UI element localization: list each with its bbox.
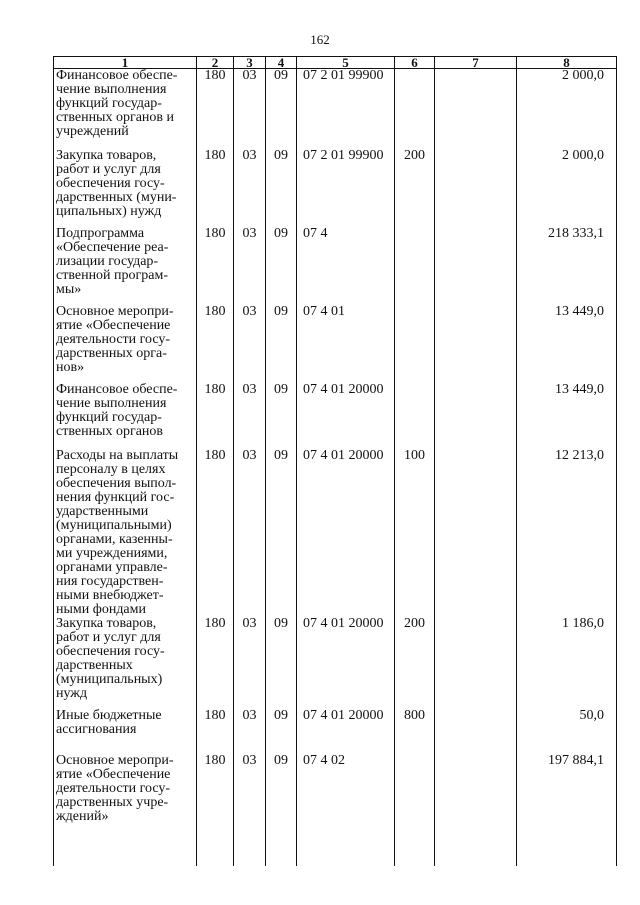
cell-col8: 13 449,0 xyxy=(517,383,617,449)
cell-col8: 13 449,0 xyxy=(517,305,617,383)
cell-col7 xyxy=(435,617,517,709)
cell-col7 xyxy=(435,305,517,383)
cell-col4: 09 xyxy=(266,754,297,866)
cell-col8: 2 000,0 xyxy=(517,149,617,227)
cell-col2: 180 xyxy=(197,149,234,227)
table-row xyxy=(54,617,617,709)
cell-col3: 03 xyxy=(234,709,266,754)
cell-col2: 180 xyxy=(197,709,234,754)
cell-col2: 180 xyxy=(197,449,234,617)
cell-col6 xyxy=(395,305,435,383)
budget-table xyxy=(53,56,617,866)
cell-col7 xyxy=(435,149,517,227)
cell-col2: 180 xyxy=(197,754,234,866)
cell-col8: 2 000,0 xyxy=(517,69,617,149)
cell-col4: 09 xyxy=(266,69,297,149)
cell-col2: 180 xyxy=(197,383,234,449)
cell-col3: 03 xyxy=(234,754,266,866)
table-row xyxy=(54,383,617,449)
cell-col5: 07 4 01 20000 xyxy=(297,449,395,617)
cell-name: Подпрограмма «Обеспечение реа- лизации государ- ственной програм- мы» xyxy=(54,227,197,305)
col-header-2: 2 xyxy=(197,57,234,69)
table-row xyxy=(54,305,617,383)
cell-col8: 197 884,1 xyxy=(517,754,617,866)
cell-col5: 07 4 01 20000 xyxy=(297,709,395,754)
cell-col3: 03 xyxy=(234,449,266,617)
cell-col7 xyxy=(435,227,517,305)
cell-col3: 03 xyxy=(234,383,266,449)
cell-name: Основное меропри- ятие «Обеспечение деятельности госу- дарственных орга- нов» xyxy=(54,305,197,383)
cell-col7 xyxy=(435,754,517,866)
cell-col8: 50,0 xyxy=(517,709,617,754)
cell-name: Иные бюджетные ассигнования xyxy=(54,709,197,754)
col-header-1: 1 xyxy=(54,57,197,69)
cell-col8: 1 186,0 xyxy=(517,617,617,709)
cell-name: Финансовое обеспе- чение выполнения функций государ- ственных органов xyxy=(54,383,197,449)
cell-col4: 09 xyxy=(266,617,297,709)
cell-col5: 07 4 02 xyxy=(297,754,395,866)
cell-col8: 12 213,0 xyxy=(517,449,617,617)
col-header-4: 4 xyxy=(266,57,297,69)
cell-col6 xyxy=(395,227,435,305)
cell-col6: 200 xyxy=(395,617,435,709)
table-row xyxy=(54,69,617,149)
col-header-7: 7 xyxy=(435,57,517,69)
table-row xyxy=(54,149,617,227)
col-header-5: 5 xyxy=(297,57,395,69)
cell-col6 xyxy=(395,754,435,866)
cell-col3: 03 xyxy=(234,227,266,305)
cell-col2: 180 xyxy=(197,227,234,305)
cell-name: Закупка товаров, работ и услуг для обеспечения госу- дарственных (муниципальных) нужд xyxy=(54,617,197,709)
cell-col7 xyxy=(435,709,517,754)
cell-col3: 03 xyxy=(234,69,266,149)
cell-col5: 07 2 01 99900 xyxy=(297,149,395,227)
cell-name: Закупка товаров, работ и услуг для обеспечения госу- дарственных (муни- ципальных) нужд xyxy=(54,149,197,227)
cell-name: Финансовое обеспе- чение выполнения функций государ- ственных органов и учреждений xyxy=(54,69,197,149)
cell-col8: 218 333,1 xyxy=(517,227,617,305)
table-body xyxy=(54,69,617,866)
cell-name: Основное меропри- ятие «Обеспечение деятельности госу- дарственных учре- ждений» xyxy=(54,754,197,866)
cell-col6 xyxy=(395,383,435,449)
cell-col3: 03 xyxy=(234,305,266,383)
cell-col5: 07 4 xyxy=(297,227,395,305)
table-row xyxy=(54,754,617,866)
cell-col3: 03 xyxy=(234,617,266,709)
col-header-8: 8 xyxy=(517,57,617,69)
cell-col5: 07 2 01 99900 xyxy=(297,69,395,149)
cell-col6 xyxy=(395,69,435,149)
cell-col4: 09 xyxy=(266,383,297,449)
cell-col7 xyxy=(435,449,517,617)
table-header-row xyxy=(54,57,617,69)
cell-col6: 800 xyxy=(395,709,435,754)
page-number: 162 xyxy=(310,32,330,47)
cell-col4: 09 xyxy=(266,709,297,754)
cell-col4: 09 xyxy=(266,305,297,383)
cell-col5: 07 4 01 20000 xyxy=(297,617,395,709)
cell-col4: 09 xyxy=(266,449,297,617)
cell-col6: 200 xyxy=(395,149,435,227)
cell-col5: 07 4 01 xyxy=(297,305,395,383)
cell-col7 xyxy=(435,383,517,449)
cell-col4: 09 xyxy=(266,227,297,305)
cell-col5: 07 4 01 20000 xyxy=(297,383,395,449)
cell-col7 xyxy=(435,69,517,149)
cell-col6: 100 xyxy=(395,449,435,617)
cell-col2: 180 xyxy=(197,69,234,149)
col-header-6: 6 xyxy=(395,57,435,69)
cell-name: Расходы на выплаты персоналу в целях обеспечения выпол- нения функций гос- ударственными (муниципальными) органами, казенны- ми учреждениями, органами управле- ния государствен- ными внебюджет- ными фондами xyxy=(54,449,197,617)
cell-col2: 180 xyxy=(197,617,234,709)
table-row xyxy=(54,227,617,305)
table-row xyxy=(54,709,617,754)
col-header-3: 3 xyxy=(234,57,266,69)
cell-col2: 180 xyxy=(197,305,234,383)
cell-col4: 09 xyxy=(266,149,297,227)
table-row xyxy=(54,449,617,617)
cell-col3: 03 xyxy=(234,149,266,227)
